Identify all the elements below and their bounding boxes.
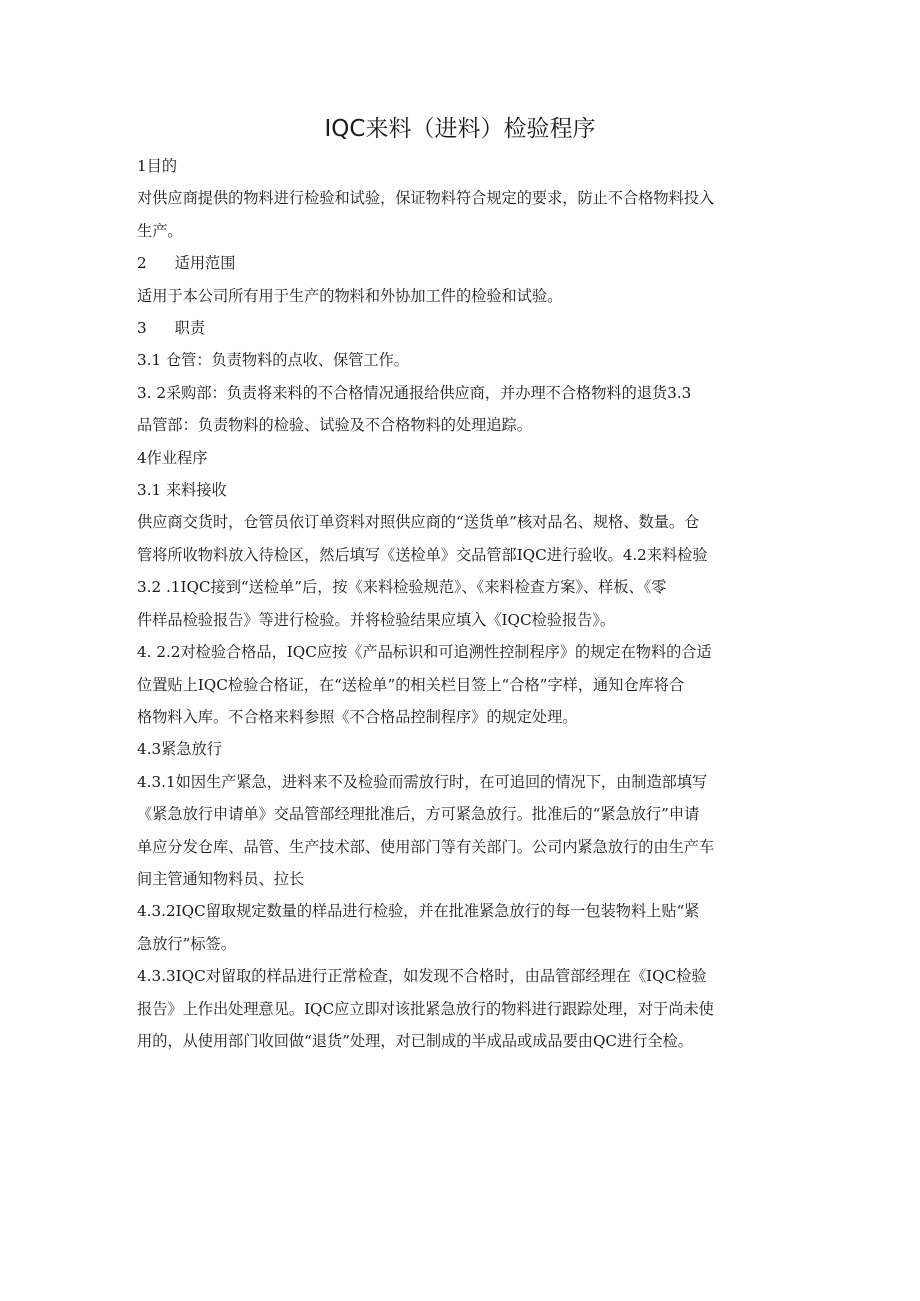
section-title: 职责	[174, 319, 206, 338]
paragraph-line: 急放行”标签。	[137, 934, 236, 953]
section-heading-scope	[137, 247, 787, 279]
paragraph-line: 生产。	[137, 221, 183, 240]
paragraph-line: 报告》上作出处理意见。IQC应立即对该批紧急放行的物料进行跟踪处理，对于尚未使	[137, 999, 714, 1018]
paragraph-line: 3. 2采购部：负责将来料的不合格情况通报给供应商，并办理不合格物料的退货3.3	[137, 383, 692, 402]
paragraph-line: 品管部：负责物料的检验、试验及不合格物料的处理追踪。	[137, 416, 532, 435]
paragraph-line: 件样品检验报告》等进行检验。并将检验结果应填入《IQC检验报告》。	[137, 610, 616, 629]
paragraph-line: 4. 2.2对检验合格品，IQC应按《产品标识和可追溯性控制程序》的规定在物料的合适	[137, 643, 712, 662]
section-number: 3	[137, 319, 147, 338]
section-number: 2	[137, 254, 147, 273]
subsection-heading: 3.1 来料接收	[137, 481, 227, 500]
section-heading-procedure: 4作业程序	[137, 448, 208, 467]
paragraph-line: 用的，从使用部门收回做“退货”处理，对已制成的半成品或成品要由QC进行全检。	[137, 1031, 693, 1050]
section-title: 适用范围	[174, 254, 236, 273]
paragraph-line: 4.3.1如因生产紧急，进料来不及检验而需放行时，在可追回的情况下，由制造部填写	[137, 772, 708, 791]
paragraph-line: 供应商交货时，仓管员依订单资料对照供应商的“送货单”核对品名、规格、数量。仓	[137, 513, 700, 532]
paragraph-line: 3.1 仓管：负责物料的点收、保管工作。	[137, 351, 409, 370]
paragraph-line: 位置贴上IQC检验合格证，在“送检单”的相关栏目签上“合格”字样，通知仓库将合	[137, 675, 685, 694]
paragraph-line: 间主管通知物料员、拉长	[137, 869, 305, 888]
paragraph-line: 对供应商提供的物料进行检验和试验，保证物料符合规定的要求，防止不合格物料投入	[137, 189, 715, 208]
document-body	[137, 150, 787, 1057]
paragraph-line: 4.3.3IQC对留取的样品进行正常检查，如发现不合格时，由品管部经理在《IQC检验	[137, 967, 707, 986]
section-heading-purpose: 1目的	[137, 157, 178, 175]
paragraph-line: 适用于本公司所有用于生产的物料和外协加工件的检验和试验。	[137, 286, 563, 305]
paragraph-line: 格物料入库。不合格来料参照《不合格品控制程序》的规定处理。	[137, 707, 578, 726]
section-heading-responsibilities	[137, 312, 787, 344]
paragraph-line: 管将所收物料放入待检区，然后填写《送检单》交品管部IQC进行验收。4.2来料检验	[137, 545, 708, 564]
document-title: IQC来料（进料）检验程序	[324, 116, 596, 142]
paragraph-line: 单应分发仓库、品管、生产技术部、使用部门等有关部门。公司内紧急放行的由生产车	[137, 837, 715, 856]
paragraph-line: 《紧急放行申请单》交品管部经理批准后，方可紧急放行。批准后的“紧急放行”申请	[137, 805, 700, 824]
paragraph-line: 3.2 .1IQC接到“送检单”后，按《来料检验规范》、《来料检查方案》、样板、《零	[137, 578, 667, 597]
subsection-heading: 4.3紧急放行	[137, 740, 222, 759]
paragraph-line: 4.3.2IQC留取规定数量的样品进行检验，并在批准紧急放行的每一包装物料上贴“紧	[137, 902, 700, 921]
